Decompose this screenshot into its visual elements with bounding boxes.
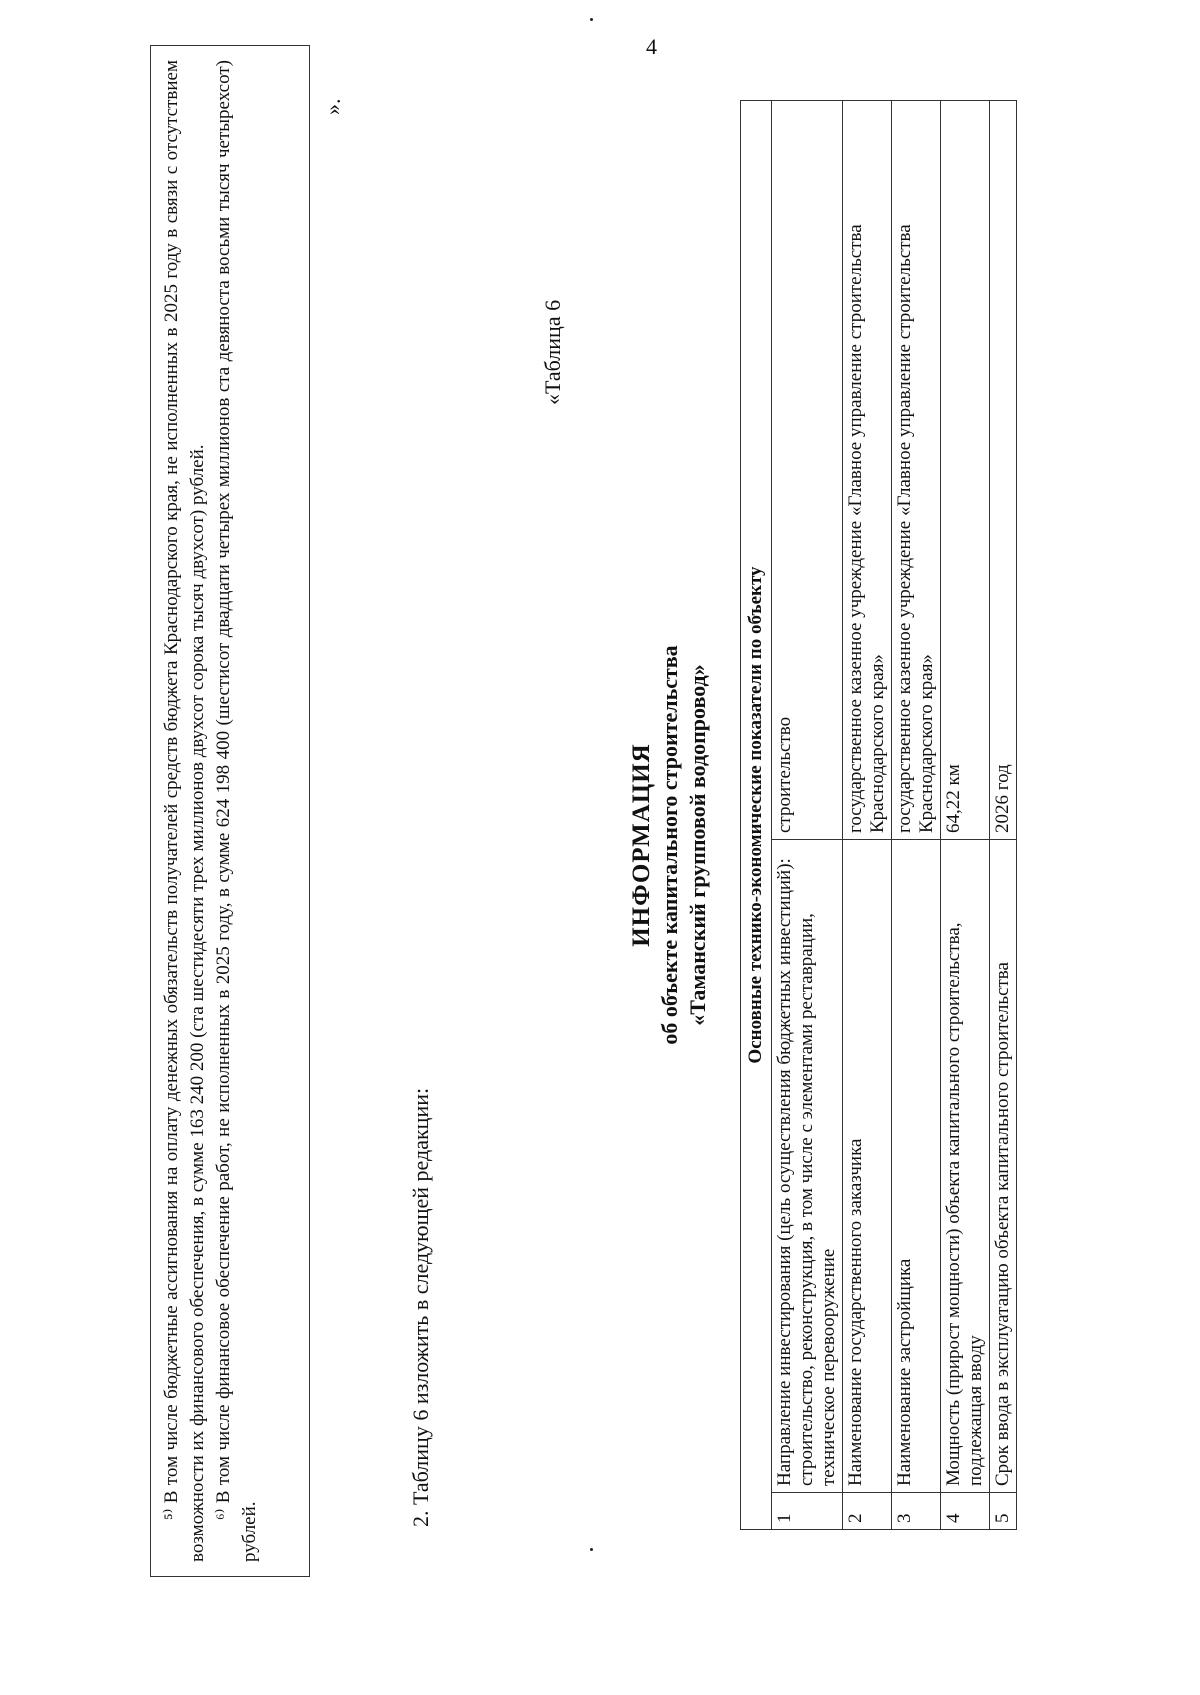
table-row xyxy=(990,101,1017,1530)
footnotes-box xyxy=(150,45,310,1577)
table-row xyxy=(941,101,990,1530)
table-header: Основные технико-экономические показатели по объекту xyxy=(741,101,772,1530)
table-row xyxy=(843,101,892,1530)
closing-quote: ». xyxy=(320,98,345,115)
heading-subtitle: об объекте капитального строительства xyxy=(657,645,682,1045)
row-indicator: Наименование застройщика xyxy=(892,840,941,1493)
table-row xyxy=(772,101,843,1530)
heading-title: ИНФОРМАЦИЯ xyxy=(628,743,655,947)
footnote-5: ⁵⁾ В том числе бюджетные ассигнования на оплату денежных обязательств получателей средств бюджета Краснодарского края, не исполненных в 2025 году в связи с отсутствием возможности их финансового обеспечения, в сумме 163 240 200 (ста шестидесяти трех миллионов двухсот сорока тысяч двухсот) рублей. xyxy=(161,60,208,1562)
page-number: 4 xyxy=(646,34,657,59)
row-number: 2 xyxy=(843,1493,892,1530)
row-number: 5 xyxy=(990,1493,1017,1530)
table-header-row xyxy=(741,101,772,1530)
table-caption: «Таблица 6 xyxy=(540,299,565,405)
row-value: государственное казенное учреждение «Главное управление строительства Краснодарского края» xyxy=(892,101,941,840)
row-indicator: Мощность (прирост мощности) объекта капитального строительства, подлежащая вводу xyxy=(941,840,990,1493)
table-row xyxy=(892,101,941,1530)
paragraph-2: 2. Таблицу 6 изложить в следующей редакции: xyxy=(408,1087,433,1527)
row-value: 64,22 км xyxy=(941,101,990,840)
row-number: 3 xyxy=(892,1493,941,1530)
row-indicator: Наименование государственного заказчика xyxy=(843,840,892,1493)
row-value: государственное казенное учреждение «Главное управление строительства Краснодарского края» xyxy=(843,101,892,840)
row-value: строительство xyxy=(772,101,843,840)
row-number: 4 xyxy=(941,1493,990,1530)
document-heading xyxy=(628,275,712,1415)
row-indicator: Срок ввода в эксплуатацию объекта капитального строительства xyxy=(990,840,1017,1493)
footnote-6: ⁶⁾ В том числе финансовое обеспечение работ, не исполненных в 2025 году, в сумме 624 198 400 (шестисот двадцати четырех миллионов ста девяноста восьми тысяч четырехсот) рублей. xyxy=(213,60,260,1562)
row-indicator: Направление инвестирования (цель осуществления бюджетных инвестиций): строительство, реконструкция, в том числе с элементами реставрации, техническое перевооружение xyxy=(772,840,843,1493)
row-value: 2026 год xyxy=(990,101,1017,840)
row-number: 1 xyxy=(772,1493,843,1530)
info-table xyxy=(740,100,1017,1530)
heading-object-name: «Таманский групповой водопровод» xyxy=(685,664,710,1026)
